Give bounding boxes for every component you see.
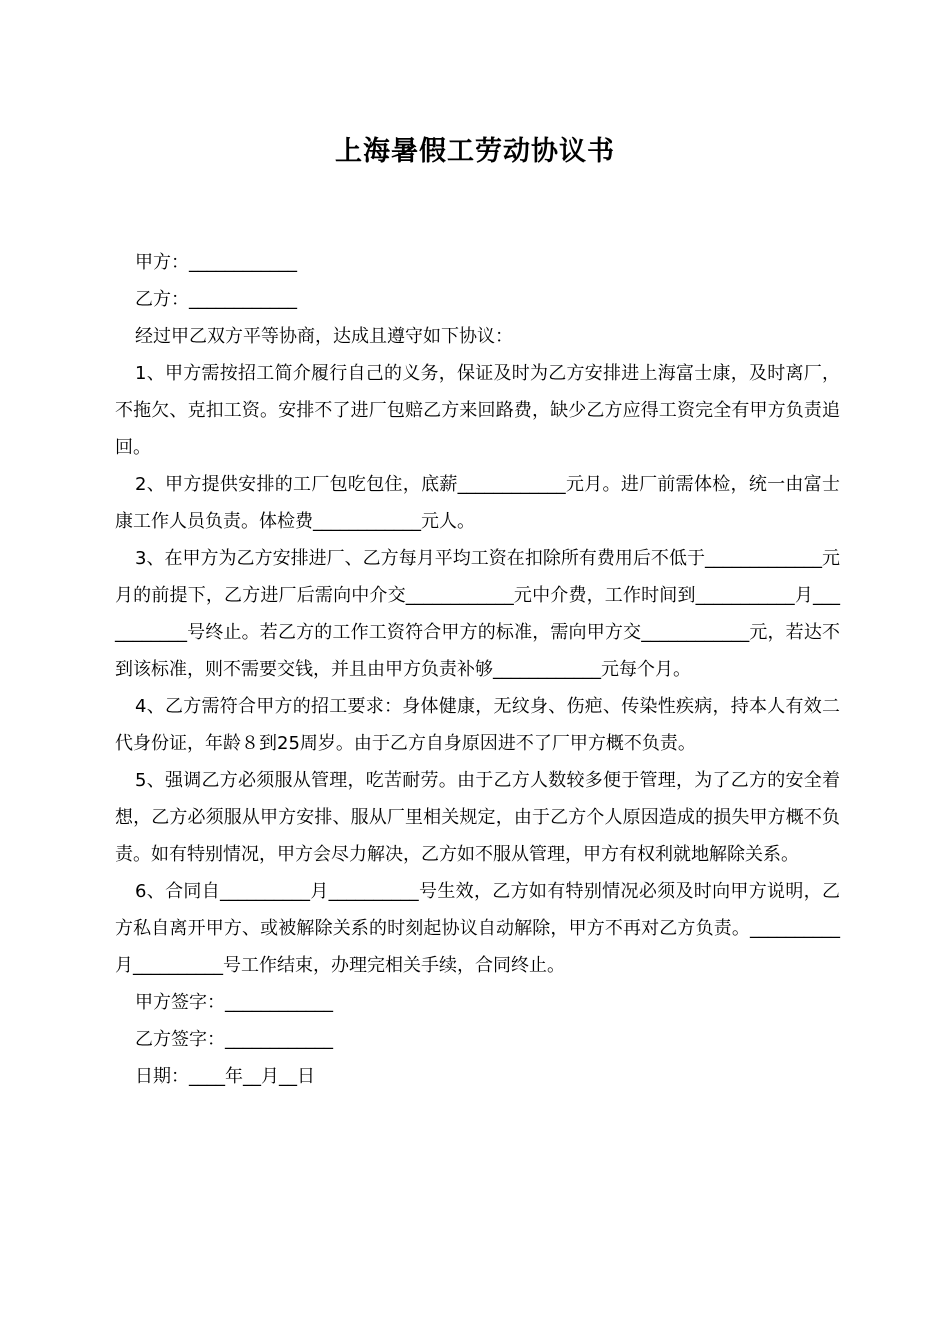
party-a-line: 甲方：____________ [135, 252, 297, 273]
clause-1: 1、甲方需按招工简介履行自己的义务，保证及时为乙方安排进上海富士康，及时离厂，不拖欠、克扣工资。安排不了进厂包赔乙方来回路费，缺少乙方应得工资完全有甲方负责追回。 [115, 363, 840, 458]
date-line: 日期：____年__月__日 [135, 1066, 315, 1087]
clause-2: 2、甲方提供安排的工厂包吃包住，底薪____________元月。进厂前需体检，统一由富士康工作人员负责。体检费____________元人。 [115, 474, 840, 532]
document-body [115, 244, 840, 1095]
clause-6: 6、合同自__________月__________号生效，乙方如有特别情况必须及时向甲方说明，乙方私自离开甲方、或被解除关系的时刻起协议自动解除，甲方不再对乙方负责。__________月__________号工作结束，办理完相关手续，合同终止。 [115, 881, 840, 976]
party-b-signature: 乙方签字：____________ [135, 1029, 333, 1050]
clause-3: 3、在甲方为乙方安排进厂、乙方每月平均工资在扣除所有费用后不低于_____________元月的前提下，乙方进厂后需向中介交____________元中介费，工作时间到___________月___________号终止。若乙方的工作工资符合甲方的标准，需向甲方交____________元，若达不到该标准，则不需要交钱，并且由甲方负责补够____________元每个月。 [115, 548, 840, 680]
clause-4: 4、乙方需符合甲方的招工要求：身体健康，无纹身、伤疤、传染性疾病，持本人有效二代身份证，年龄８到25周岁。由于乙方自身原因进不了厂甲方概不负责。 [115, 696, 840, 754]
intro-paragraph: 经过甲乙双方平等协商，达成且遵守如下协议： [135, 326, 513, 347]
party-a-signature: 甲方签字：____________ [135, 992, 333, 1013]
party-b-line: 乙方：____________ [135, 289, 297, 310]
clause-5: 5、强调乙方必须服从管理，吃苦耐劳。由于乙方人数较多便于管理，为了乙方的安全着想，乙方必须服从甲方安排、服从厂里相关规定，由于乙方个人原因造成的损失甲方概不负责。如有特别情况，甲方会尽力解决，乙方如不服从管理，甲方有权利就地解除关系。 [115, 770, 840, 865]
document-title: 上海暑假工劳动协议书 [335, 136, 615, 167]
